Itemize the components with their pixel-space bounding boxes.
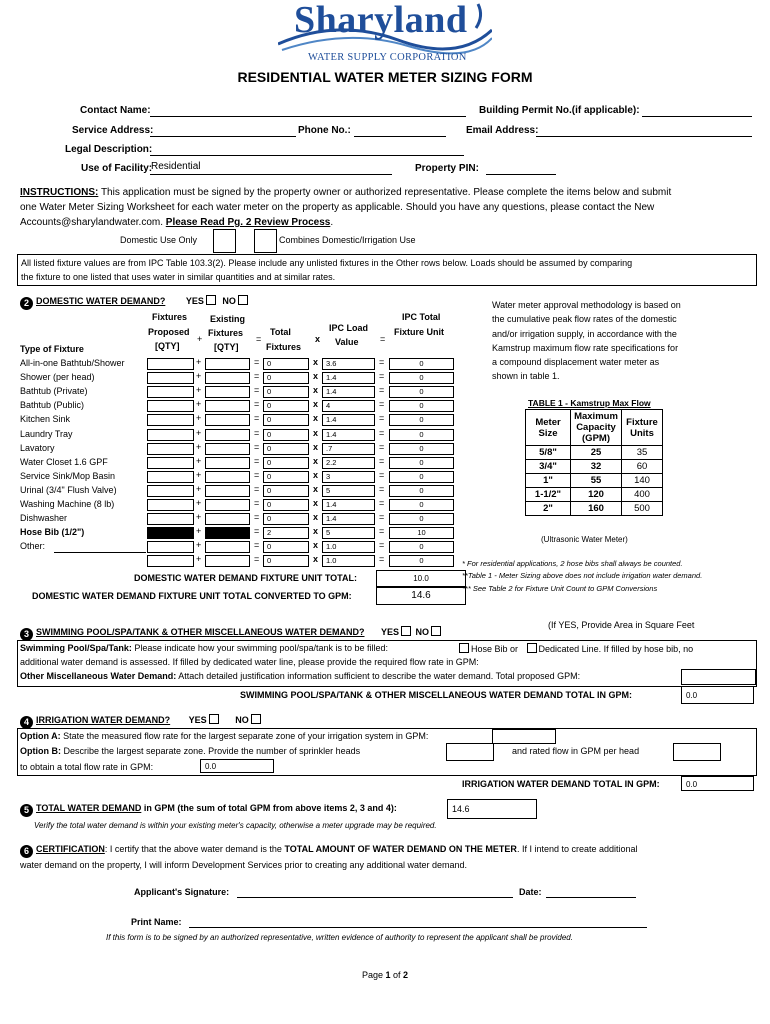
fixture-name: All-in-one Bathtub/Shower — [20, 358, 125, 368]
fixture-unit-total-value[interactable]: 10.0 — [376, 570, 466, 587]
option-b-line2: to obtain a total flow rate in GPM: — [20, 762, 154, 772]
equals-sign: = — [254, 428, 260, 438]
section3-total-label: SWIMMING POOL/SPA/TANK & OTHER MISCELLANEOUS WATER DEMAND TOTAL IN GPM: — [240, 690, 632, 700]
meter-size: 2" — [526, 502, 571, 516]
existing-qty-input[interactable] — [205, 499, 250, 511]
multiply-sign: x — [313, 442, 319, 452]
existing-qty-input[interactable] — [205, 471, 250, 483]
combines-label: Combines Domestic/Irrigation Use — [279, 235, 416, 245]
plus-sign: + — [196, 484, 202, 494]
fixture-units: 60 — [622, 460, 663, 474]
total-fixtures: 0 — [263, 513, 309, 525]
proposed-qty-input[interactable] — [147, 527, 194, 539]
proposed-qty-input[interactable] — [147, 358, 194, 370]
date-label: Date: — [519, 887, 542, 897]
ipc-load-value[interactable]: 1.4 — [322, 372, 375, 384]
footnote-2: **Table 1 - Meter Sizing above does not include irrigation water demand. — [462, 571, 703, 580]
property-pin-label: Property PIN: — [415, 163, 479, 174]
legal-description-label: Legal Description: — [65, 144, 153, 155]
plus-sign: + — [196, 498, 202, 508]
section3-total-value[interactable]: 0.0 — [681, 686, 754, 704]
rated-flow-input[interactable] — [673, 743, 721, 761]
ipc-load-value[interactable]: 1.4 — [322, 414, 375, 426]
total-fixtures: 0 — [263, 358, 309, 370]
phone-field[interactable] — [354, 136, 446, 137]
irrigation-total-value[interactable]: 0.0 — [681, 776, 754, 791]
total-fixtures: 0 — [263, 386, 309, 398]
fixture-name: Hose Bib (1/2") — [20, 527, 85, 537]
section4-number: 4 — [20, 716, 33, 729]
existing-qty-input[interactable] — [205, 400, 250, 412]
section2-no-checkbox[interactable] — [238, 295, 248, 305]
fixture-unit-total-label: DOMESTIC WATER DEMAND FIXTURE UNIT TOTAL: — [134, 573, 357, 583]
total-fixtures: 0 — [263, 414, 309, 426]
multiply-sign: x — [313, 512, 319, 522]
equals-sign: = — [254, 526, 260, 536]
ipc-load-value[interactable]: 1.0 — [322, 555, 375, 567]
fixture-name: Urinal (3/4" Flush Valve) — [20, 485, 117, 495]
option-a: Option A: State the measured flow rate for the largest separate zone of your irrigation system in GPM: — [20, 731, 429, 741]
equals-sign: = — [254, 399, 260, 409]
ipc-fixture-unit: 0 — [389, 358, 454, 370]
equals-sign: = — [379, 498, 385, 508]
misc-line: Other Miscellaneous Water Demand: Attach detailed justification information sufficient to describe the water demand. Total proposed GPM: — [20, 671, 581, 681]
max-gpm: 32 — [571, 460, 622, 474]
section3-number: 3 — [20, 628, 33, 641]
equals-sign: = — [254, 540, 260, 550]
hose-bib-option: Hose Bib or Dedicated Line. If filled by hose bib, no — [457, 643, 693, 654]
logo — [278, 0, 492, 64]
section4-yes-checkbox[interactable] — [209, 714, 219, 724]
multiply-sign: x — [313, 371, 319, 381]
proposed-qty-input[interactable] — [147, 457, 194, 469]
ipc-fixture-unit: 0 — [389, 555, 454, 567]
logo-subtitle: WATER SUPPLY CORPORATION — [308, 52, 467, 63]
proposed-qty-input[interactable] — [147, 372, 194, 384]
equals-sign: = — [254, 385, 260, 395]
plus-sign: + — [196, 470, 202, 480]
proposed-qty-input[interactable] — [147, 414, 194, 426]
section2-number: 2 — [20, 297, 33, 310]
section3-yes-checkbox[interactable] — [401, 626, 411, 636]
proposed-qty-input[interactable] — [147, 400, 194, 412]
plus-sign: + — [196, 357, 202, 367]
ipc-fixture-unit: 0 — [389, 541, 454, 553]
ipc-load-value[interactable]: 1.4 — [322, 499, 375, 511]
option-b-total[interactable]: 0.0 — [200, 759, 274, 773]
equals-sign: = — [254, 413, 260, 423]
multiply-sign: x — [313, 399, 319, 409]
form-title: RESIDENTIAL WATER METER SIZING FORM — [237, 69, 533, 85]
fixture-units: 400 — [622, 488, 663, 502]
option-a-input[interactable] — [492, 729, 556, 744]
authority-note: If this form is to be signed by an authorized representative, written evidence of authority to represent the applicant shall be provided. — [106, 933, 573, 942]
property-pin-field[interactable] — [486, 174, 556, 175]
total-fixtures: 2 — [263, 527, 309, 539]
total-fixtures: 0 — [263, 457, 309, 469]
fixture-name: Laundry Tray — [20, 429, 73, 439]
proposed-qty-input[interactable] — [147, 471, 194, 483]
kamstrup-caption: (Ultrasonic Water Meter) — [541, 535, 628, 544]
plus-sign: + — [196, 554, 202, 564]
max-gpm: 160 — [571, 502, 622, 516]
proposed-qty-input[interactable] — [147, 513, 194, 525]
ipc-load-value[interactable]: 1.4 — [322, 513, 375, 525]
gpm-total-value[interactable]: 14.6 — [376, 587, 466, 605]
section6-number: 6 — [20, 845, 33, 858]
use-of-facility-value[interactable]: Residential — [151, 161, 201, 172]
fixture-name: Service Sink/Mop Basin — [20, 471, 116, 481]
footnote-1: * For residential applications, 2 hose bibs shall always be counted. — [462, 559, 683, 568]
equals-sign: = — [379, 399, 385, 409]
kamstrup-table: Meter Size Maximum Capacity (GPM) Fixture Units 5/8" 25 35 3/4" 32 60 1" 55 140 1-1/2" 120 400 2" 160 500 — [525, 409, 663, 516]
existing-qty-input[interactable] — [205, 386, 250, 398]
equals-sign: = — [379, 428, 385, 438]
service-address-field[interactable] — [150, 136, 296, 137]
use-of-facility-label: Use of Facility: — [81, 163, 153, 174]
ipc-load-value[interactable]: 5 — [322, 485, 375, 497]
fixture-name: Other: — [20, 541, 46, 551]
equals-sign: = — [379, 456, 385, 466]
building-permit-field[interactable] — [642, 116, 752, 117]
applicant-signature-label: Applicant's Signature: — [134, 887, 230, 897]
multiply-sign: x — [313, 540, 319, 550]
ipc-fixture-unit: 0 — [389, 443, 454, 455]
fixture-name: Shower (per head) — [20, 372, 95, 382]
total-fixtures: 0 — [263, 443, 309, 455]
equals-sign: = — [254, 456, 260, 466]
ipc-fixture-unit: 0 — [389, 513, 454, 525]
fixture-name: Water Closet 1.6 GPF — [20, 457, 108, 467]
verify-note: Verify the total water demand is within your existing meter's capacity, otherwise a meter upgrade may be required. — [34, 821, 437, 830]
plus-sign: + — [196, 371, 202, 381]
kamstrup-row — [526, 488, 663, 502]
ipc-load-value[interactable]: 1.4 — [322, 386, 375, 398]
section4-no-checkbox[interactable] — [251, 714, 261, 724]
logo-name: Sharyland — [294, 0, 468, 41]
multiply-sign: x — [313, 498, 319, 508]
irrigation-total-label: IRRIGATION WATER DEMAND TOTAL IN GPM: — [462, 779, 660, 789]
dedicated-line-checkbox[interactable] — [527, 643, 537, 653]
multiply-sign: x — [313, 428, 319, 438]
total-fixtures: 0 — [263, 555, 309, 567]
multiply-sign: x — [313, 526, 319, 536]
existing-qty-input[interactable] — [205, 485, 250, 497]
instructions-label: INSTRUCTIONS: — [20, 187, 99, 198]
ipc-fixture-unit: 0 — [389, 386, 454, 398]
kamstrup-row — [526, 474, 663, 488]
fixture-units: 140 — [622, 474, 663, 488]
ipc-fixture-unit: 0 — [389, 414, 454, 426]
fixture-name: Bathtub (Private) — [20, 386, 88, 396]
page-number: Page 1 of 2 — [361, 970, 409, 980]
equals-sign: = — [379, 413, 385, 423]
equals-sign: = — [379, 554, 385, 564]
email-label: Email Address: — [466, 125, 539, 136]
multiply-sign: x — [313, 357, 319, 367]
building-permit-label: Building Permit No.(if applicable): — [479, 105, 640, 116]
multiply-sign: x — [313, 456, 319, 466]
section3-header: 3 SWIMMING POOL/SPA/TANK & OTHER MISCELLANEOUS WATER DEMAND? YES NO — [20, 626, 443, 641]
proposed-qty-input[interactable] — [147, 541, 194, 553]
domestic-only-label: Domestic Use Only — [120, 235, 198, 245]
area-note: (If YES, Provide Area in Square Feet — [548, 620, 695, 630]
total-fixtures: 0 — [263, 372, 309, 384]
equals-sign: = — [254, 357, 260, 367]
plus-sign: + — [196, 385, 202, 395]
multiply-sign: x — [313, 413, 319, 423]
ipc-fixture-unit: 0 — [389, 471, 454, 483]
section2-header: 2 DOMESTIC WATER DEMAND? YES NO — [20, 295, 250, 310]
existing-qty-input[interactable] — [205, 457, 250, 469]
ipc-load-value[interactable]: 1.0 — [322, 541, 375, 553]
equals-sign: = — [254, 470, 260, 480]
equals-sign: = — [254, 442, 260, 452]
plus-sign: + — [196, 456, 202, 466]
equals-sign: = — [379, 385, 385, 395]
existing-qty-input[interactable] — [205, 414, 250, 426]
methodology-text: Water meter approval methodology is based on the cumulative peak flow rates of the domestic and/or irrigation supply, in accordance with the Kamstrup maximum flow rate specifications for a compound displacement water meter as shown in table 1. — [492, 300, 681, 382]
plus-sign: + — [196, 413, 202, 423]
multiply-sign: x — [313, 554, 319, 564]
section5-header: 5 TOTAL WATER DEMAND in GPM (the sum of total GPM from above items 2, 3 and 4): — [20, 803, 397, 817]
legal-description-field[interactable] — [150, 155, 464, 156]
gpm-total-label: DOMESTIC WATER DEMAND FIXTURE UNIT TOTAL CONVERTED TO GPM: — [32, 591, 352, 601]
ipc-load-value[interactable]: 1.4 — [322, 429, 375, 441]
service-address-label: Service Address: — [72, 125, 154, 136]
equals-sign: = — [254, 371, 260, 381]
pool-line2: additional water demand is assessed. If filled by dedicated water line, please provide the required flow rate in GPM: — [20, 657, 479, 667]
sprinkler-heads-input[interactable] — [446, 743, 494, 761]
equals-sign: = — [254, 484, 260, 494]
multiply-sign: x — [313, 484, 319, 494]
ipc-fixture-unit: 0 — [389, 485, 454, 497]
ipc-load-value[interactable]: 4 — [322, 400, 375, 412]
applicant-signature-field[interactable] — [237, 897, 513, 898]
ipc-load-value[interactable]: 5 — [322, 527, 375, 539]
total-fixtures: 0 — [263, 471, 309, 483]
fixture-units: 500 — [622, 502, 663, 516]
ipc-fixture-unit: 0 — [389, 400, 454, 412]
contact-name-label: Contact Name: — [80, 105, 151, 116]
plus-sign: + — [196, 442, 202, 452]
fixture-name: Kitchen Sink — [20, 414, 71, 424]
fixture-name: Bathtub (Public) — [20, 400, 85, 410]
email-field[interactable] — [536, 136, 752, 137]
proposed-qty-input[interactable] — [147, 386, 194, 398]
ipc-load-value[interactable]: 3 — [322, 471, 375, 483]
plus-sign: + — [196, 526, 202, 536]
proposed-qty-input[interactable] — [147, 429, 194, 441]
equals-sign: = — [379, 540, 385, 550]
equals-sign: = — [254, 498, 260, 508]
equals-sign: = — [379, 484, 385, 494]
fixture-name: Dishwasher — [20, 513, 68, 523]
existing-qty-input[interactable] — [205, 527, 250, 539]
fixture-units: 35 — [622, 446, 663, 460]
max-gpm: 25 — [571, 446, 622, 460]
plus-sign: + — [196, 512, 202, 522]
total-fixtures: 0 — [263, 499, 309, 511]
ipc-load-value[interactable]: 3.6 — [322, 358, 375, 370]
equals-sign: = — [379, 526, 385, 536]
hose-bib-checkbox[interactable] — [459, 643, 469, 653]
pool-line1: Swimming Pool/Spa/Tank: Please indicate how your swimming pool/spa/tank is to be filled: — [20, 643, 388, 653]
other-fixture-field[interactable] — [54, 552, 146, 553]
proposed-qty-input[interactable] — [147, 499, 194, 511]
footnote-3: *** See Table 2 for Fixture Unit Count to GPM Conversions — [462, 584, 658, 593]
existing-qty-input[interactable] — [205, 358, 250, 370]
max-gpm: 120 — [571, 488, 622, 502]
contact-name-field[interactable] — [150, 116, 466, 117]
multiply-sign: x — [313, 470, 319, 480]
proposed-qty-input[interactable] — [147, 555, 194, 567]
equals-sign: = — [254, 512, 260, 522]
ipc-fixture-unit: 10 — [389, 527, 454, 539]
meter-size: 3/4" — [526, 460, 571, 474]
equals-sign: = — [379, 442, 385, 452]
fixture-note-box: All listed fixture values are from IPC Table 103.3(2). Please include any unlisted fixtures in the Other rows below. Loads should be assumed by comparing the fixture to one listed that uses water in similar quantities and at similar rates. — [17, 254, 757, 286]
existing-qty-input[interactable] — [205, 555, 250, 567]
kamstrup-row — [526, 502, 663, 516]
meter-size: 1" — [526, 474, 571, 488]
fixture-name: Lavatory — [20, 443, 55, 453]
total-fixtures: 0 — [263, 541, 309, 553]
ipc-fixture-unit: 0 — [389, 499, 454, 511]
equals-sign: = — [379, 512, 385, 522]
domestic-only-checkbox[interactable] — [213, 229, 236, 253]
kamstrup-row — [526, 460, 663, 474]
section3-no-checkbox[interactable] — [431, 626, 441, 636]
option-b: Option B: Describe the largest separate zone. Provide the number of sprinkler heads — [20, 746, 361, 756]
total-fixtures: 0 — [263, 485, 309, 497]
total-fixtures: 0 — [263, 429, 309, 441]
plus-sign: + — [196, 540, 202, 550]
print-name-field[interactable] — [189, 927, 647, 928]
equals-sign: = — [254, 554, 260, 564]
section6-certification: 6 CERTIFICATION: I certify that the above water demand is the TOTAL AMOUNT OF WATER DEMAND ON THE METER. If I intend to create additional water demand on the property, I will inform Development Services prior to creating any additional water demand. — [20, 844, 638, 870]
pool-gpm-input[interactable] — [681, 669, 756, 685]
fixture-name: Washing Machine (8 lb) — [20, 499, 115, 509]
total-fixtures: 0 — [263, 400, 309, 412]
section2-yes-checkbox[interactable] — [206, 295, 216, 305]
plus-sign: + — [196, 399, 202, 409]
existing-qty-input[interactable] — [205, 443, 250, 455]
existing-qty-input[interactable] — [205, 541, 250, 553]
existing-qty-input[interactable] — [205, 429, 250, 441]
max-gpm: 55 — [571, 474, 622, 488]
ipc-fixture-unit: 0 — [389, 372, 454, 384]
ipc-load-value[interactable]: 2.2 — [322, 457, 375, 469]
combines-checkbox[interactable] — [254, 229, 277, 253]
meter-size: 5/8" — [526, 446, 571, 460]
equals-sign: = — [379, 357, 385, 367]
existing-qty-input[interactable] — [205, 513, 250, 525]
date-field[interactable] — [546, 897, 636, 898]
multiply-sign: x — [313, 385, 319, 395]
kamstrup-table-title: TABLE 1 - Kamstrup Max Flow — [528, 398, 651, 408]
meter-size: 1-1/2" — [526, 488, 571, 502]
section4-header: 4 IRRIGATION WATER DEMAND? YES NO — [20, 714, 263, 729]
review-process-link[interactable]: Please Read Pg. 2 Review Process — [165, 217, 331, 228]
ipc-fixture-unit: 0 — [389, 457, 454, 469]
ipc-load-value[interactable]: .7 — [322, 443, 375, 455]
ipc-fixture-unit: 0 — [389, 429, 454, 441]
section5-number: 5 — [20, 804, 33, 817]
kamstrup-row — [526, 446, 663, 460]
equals-sign: = — [379, 470, 385, 480]
existing-qty-input[interactable] — [205, 372, 250, 384]
instructions: INSTRUCTIONS: This application must be signed by the property owner or authorized representative. Please complete the items below and submit one Water Meter Sizing Worksheet for each water meter on the property as applicable. Should you have any questions, please contact the New Accounts@sharylandwater.com. Please Read Pg. 2 Review Process. — [20, 187, 672, 228]
phone-label: Phone No.: — [298, 125, 351, 136]
total-water-demand-value[interactable]: 14.6 — [447, 799, 537, 819]
equals-sign: = — [379, 371, 385, 381]
proposed-qty-input[interactable] — [147, 443, 194, 455]
use-of-facility-field — [150, 174, 392, 175]
plus-sign: + — [196, 428, 202, 438]
proposed-qty-input[interactable] — [147, 485, 194, 497]
print-name-label: Print Name: — [131, 917, 182, 927]
rated-flow-label: and rated flow in GPM per head — [512, 746, 640, 756]
